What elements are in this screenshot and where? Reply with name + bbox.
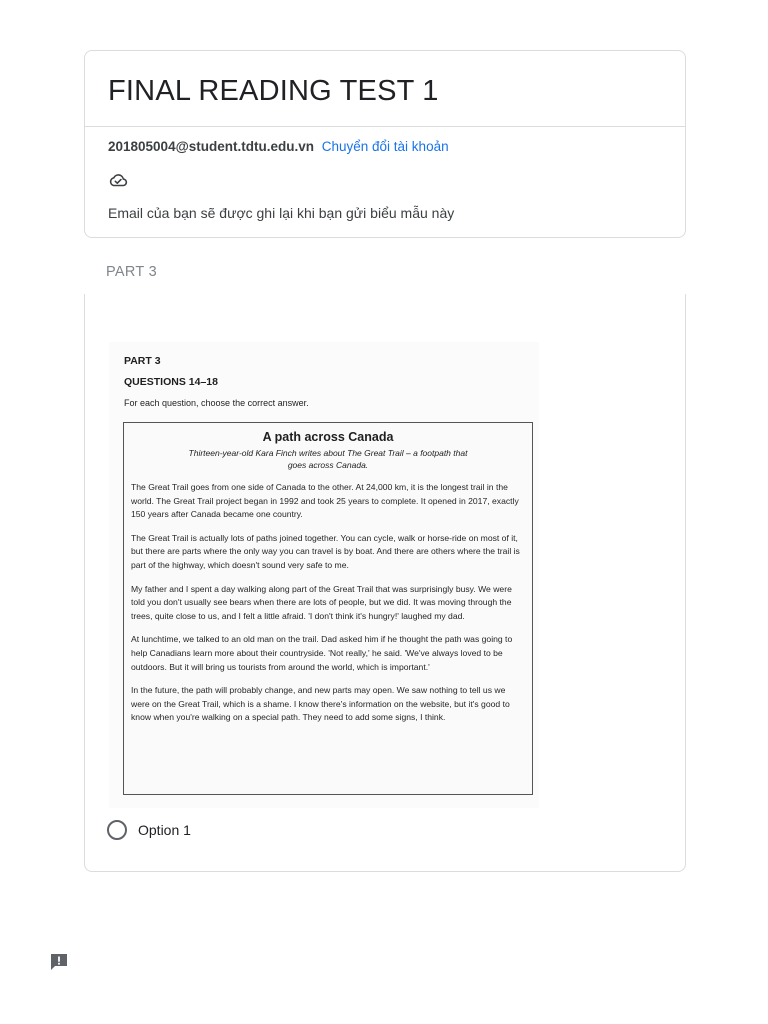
radio-button[interactable] [107,820,127,840]
account-line [108,139,449,154]
report-problem-icon[interactable] [49,952,69,972]
email-notice: Email của bạn sẽ được ghi lại khi bạn gửi biểu mẫu này [108,205,455,221]
image-part-heading: PART 3 [124,355,161,367]
image-instruction: For each question, choose the correct answer. [124,398,309,408]
article-subtitle: Thirteen-year-old Kara Finch writes about The Great Trail – a footpath that goes across Canada. [188,448,468,470]
article-paragraph: In the future, the path will probably change, and new parts may open. We saw nothing to tell us we were on the Great Trail, which is a shame. I know there's information on the website, but it's good to know when you're walking on a special path. They need to add some signs, I think. [131,685,510,723]
account-email: 201805004@student.tdtu.edu.vn [108,139,314,154]
form-title: FINAL READING TEST 1 [108,75,439,107]
article-paragraph: At lunchtime, we talked to an old man on the trail. Dad asked him if he thought the path was going to help Canadians learn more about their countryside. 'Not really,' he said. 'We've always loved to be outdoors. But it will bring us tourists from around the world, which is important.' [131,634,513,672]
form-header-card [84,50,686,238]
option-label: Option 1 [138,822,191,838]
article-title: A path across Canada [262,430,394,444]
image-questions-heading: QUESTIONS 14–18 [124,376,218,388]
question-card [84,294,686,872]
switch-account-link[interactable]: Chuyển đổi tài khoản [321,139,449,154]
article-paragraph: The Great Trail goes from one side of Canada to the other. At 24,000 km, it is the longest trail in the world. The Great Trail project began in 1992 and took 25 years to complete. It opened in 2017, exactly 150 years after Canada became one country. [131,482,519,520]
question-image [109,342,539,808]
header-divider [85,126,685,127]
section-title: PART 3 [106,264,157,280]
article-paragraph: The Great Trail is actually lots of paths joined together. You can cycle, walk or horse-ride on most of it, but there are parts where the only way you can travel is by boat. And there are others where the trail is part of the highway, which doesn't sound very safe to me. [131,532,520,570]
article-paragraph: My father and I spent a day walking along part of the Great Trail that was surprisingly busy. We were told you don't usually see bears when there are lots of people, but we did. It was moving through the trees, quite close to us, and I felt a little afraid. 'I don't think it's hungry!' laughed my dad. [131,583,512,621]
article-box [123,422,533,795]
option-1[interactable] [107,820,191,840]
cloud-saved-icon [108,171,128,189]
